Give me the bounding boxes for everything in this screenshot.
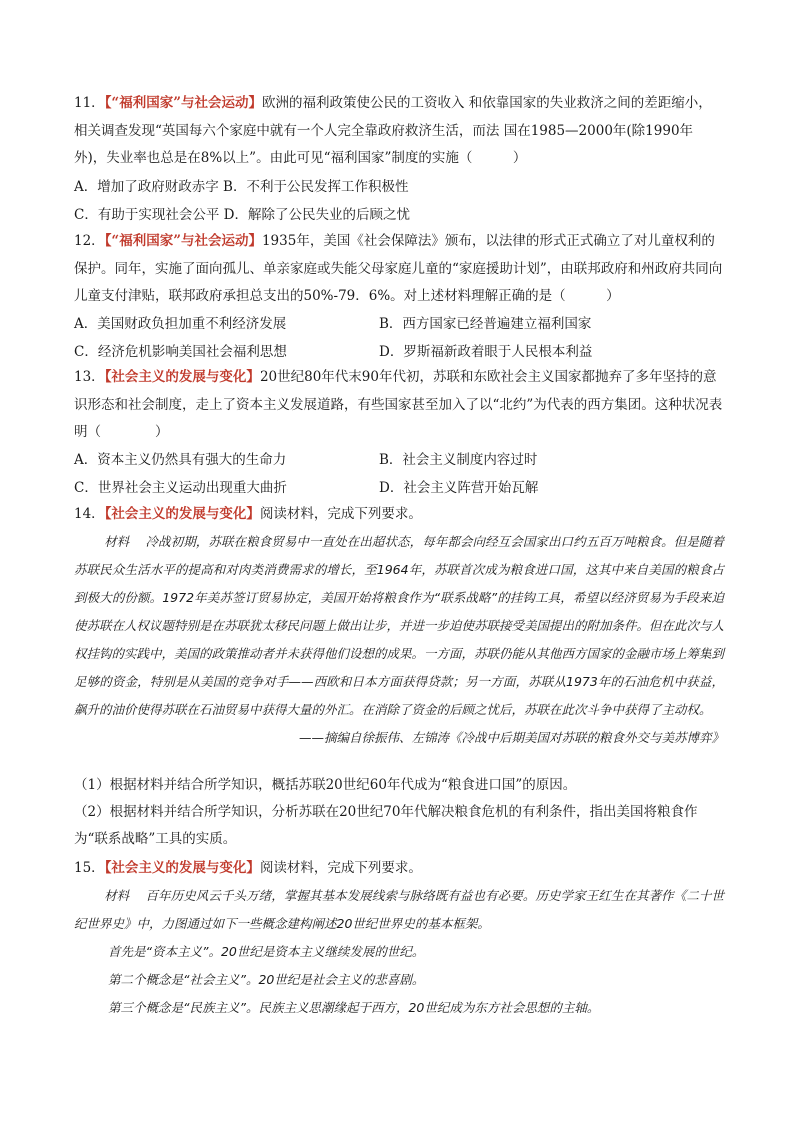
sub-question-2: （2）根据材料并结合所学知识，分析苏联在20世纪70年代解决粮食危机的有利条件，指出美国将粮食作为“联系战略”工具的实质。 <box>74 804 698 847</box>
question-number: 14． <box>74 506 105 522</box>
option-b: B．社会主义制度内容过时 <box>379 452 538 468</box>
material-block-15 <box>74 882 724 1022</box>
sub-question-1: （1）根据材料并结合所学知识，概括苏联20世纪60年代成为“粮食进口国”的原因。 <box>74 777 577 793</box>
option-ab: A．增加了政府财政赤字 B．不利于公民发挥工作积极性 <box>74 179 409 195</box>
question-stem: 欧洲的福利政策使公民的工资收入 和依靠国家的失业救济之间的差距缩小，相关调查发现“英国每六个家庭中就有一个人完全靠政府救济生活，而法 国在1985—2000年(除1990年外)，失业率也总是在8%以上”。由此可见“福利国家”制度的实施（ ） <box>74 95 712 166</box>
material-source: ——摘编自徐振伟、左锦涛《冷战中后期美国对苏联的粮食外交与美苏博弈》 <box>298 730 724 745</box>
question-stem: 1935年，美国《社会保障法》颁布，以法律的形式正式确立了对儿童权利的保护。同年，实施了面向孤儿、单亲家庭或失能父母家庭儿童的“家庭援助计划”，由联邦政府和州政府共同向儿童支付津贴，联邦政府承担总支出的50%-79．6%。对上述材料理解正确的是（ ） <box>74 233 723 304</box>
option-a: A．资本主义仍然具有强大的生命力 <box>74 452 287 468</box>
question-number: 13． <box>74 369 105 385</box>
material-block <box>74 528 724 752</box>
question-11 <box>74 90 724 173</box>
option-c: C．经济危机影响美国社会福利思想 <box>74 344 287 360</box>
question-number: 15． <box>74 860 105 876</box>
question-intro: 阅读材料，完成下列要求。 <box>259 506 422 522</box>
question-12-options <box>74 310 724 366</box>
material-paragraph-1: 首先是“资本主义”。20世纪是资本主义继续发展的世纪。 <box>108 944 425 959</box>
question-14 <box>74 501 724 529</box>
option-d: D．社会主义阵营开始瓦解 <box>379 480 539 496</box>
option-a: A．美国财政负担加重不利经济发展 <box>74 316 287 332</box>
topic-tag: 【社会主义的发展与变化】 <box>104 369 260 385</box>
question-13 <box>74 364 724 447</box>
material-label: 材料 <box>104 534 130 549</box>
question-intro: 阅读材料，完成下列要求。 <box>259 860 422 876</box>
question-number: 12． <box>74 233 105 249</box>
option-d: D．罗斯福新政着眼于人民根本利益 <box>379 344 593 360</box>
question-13-options <box>74 446 724 502</box>
option-c: C．世界社会主义运动出现重大曲折 <box>74 480 287 496</box>
question-11-options <box>74 173 724 229</box>
question-number: 11． <box>74 95 105 111</box>
material-label: 材料 <box>104 888 130 903</box>
topic-tag: 【“福利国家”与社会运动】 <box>104 95 262 111</box>
topic-tag: 【社会主义的发展与变化】 <box>104 860 260 876</box>
material-text: 冷战初期，苏联在粮食贸易中一直处在出超状态，每年都会向经互会国家出口约五百万吨粮食。但是随着苏联民众生活水平的提高和对肉类消费需求的增长，至1964年，苏联首次成为粮食进口国，这其中来自美国的粮食占到极大的份额。1972年美苏签订贸易协定，美国开始将粮食作为“联系战略”的挂钩工具，希望以经济贸易为手段来迫使苏联在人权议题特别是在苏联犹太移民问题上做出让步，并进一步迫使苏联接受美国提出的附加条件。但在此次与人权挂钩的实践中，美国的政策推动者并未获得他们设想的成果。一方面，苏联仍能从其他西方国家的金融市场上筹集到足够的资金，特别是从美国的竞争对手——西欧和日本方面获得贷款；另一方面，苏联从1973年的石油危机中获益，飙升的油价使得苏联在石油贸易中获得大量的外汇。在消除了资金的后顾之忧后，苏联在此次斗争中获得了主动权。 <box>74 534 725 717</box>
question-15 <box>74 855 724 883</box>
topic-tag: 【社会主义的发展与变化】 <box>104 506 260 522</box>
question-12 <box>74 228 724 311</box>
option-b: B．西方国家已经普遍建立福利国家 <box>379 316 592 332</box>
material-text: 百年历史风云千头万绪，掌握其基本发展线索与脉络既有益也有必要。历史学家王红生在其著作《二十世纪世界史》中，力图通过如下一些概念建构阐述20世纪世界史的基本框架。 <box>74 888 724 931</box>
question-stem: 20世纪80年代末90年代初，苏联和东欧社会主义国家都抛弃了多年坚持的意识形态和社会制度，走上了资本主义发展道路，有些国家甚至加入了以“北约”为代表的西方集团。这种状况表明（ ） <box>74 369 723 440</box>
material-paragraph-3: 第三个概念是“民族主义”。民族主义思潮缘起于西方，20世纪成为东方社会思想的主轴。 <box>108 1000 600 1015</box>
topic-tag: 【“福利国家”与社会运动】 <box>104 233 262 249</box>
option-cd: C．有助于实现社会公平 D．解除了公民失业的后顾之忧 <box>74 207 410 223</box>
material-paragraph-2: 第二个概念是“社会主义”。20世纪是社会主义的悲喜剧。 <box>108 972 425 987</box>
